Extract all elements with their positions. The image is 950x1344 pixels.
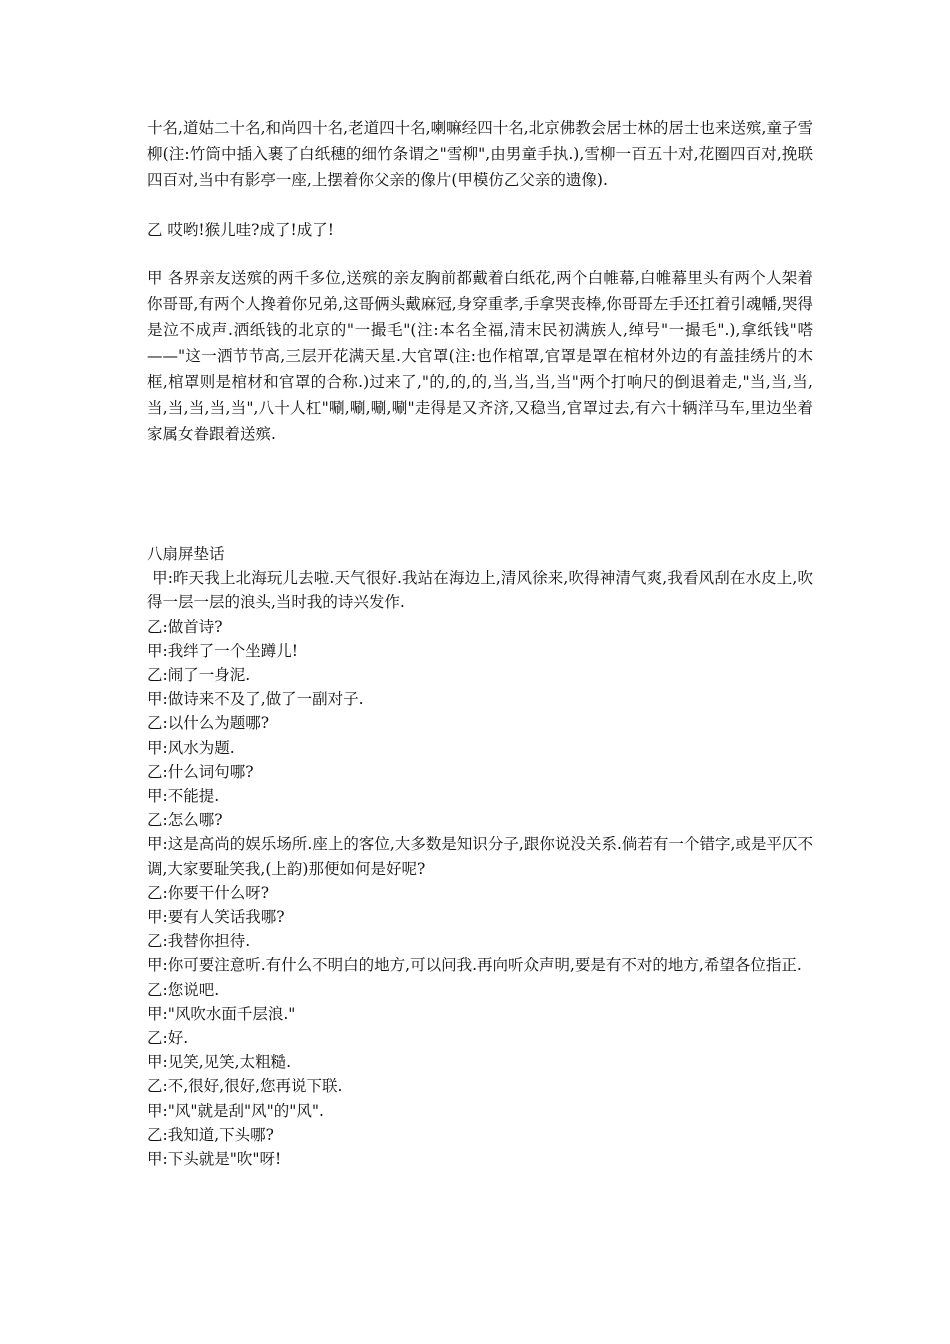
dialog-line: 甲:我绊了一个坐蹲儿! (147, 641, 298, 660)
dialog-line: 乙:我知道,下头哪? (147, 1125, 274, 1144)
section-title: 八扇屏垫话 (147, 545, 225, 563)
dialog-line: 甲:见笑,见笑,太粗糙. (147, 1053, 292, 1072)
paragraph-funeral-procession: 十名,道姑二十名,和尚四十名,老道四十名,喇嘛经四十名,北京佛教会居士林的居士也来送殡,童子雪柳(注:竹筒中插入裹了白纸穗的细竹条谓之"雪柳",由男童手执.),雪柳一百五十对,花圈四百对,挽联四百对,当中有影亭一座,上摆着你父亲的像片(甲模仿乙父亲的遗像). (147, 119, 813, 189)
dialog-line: 乙:怎么哪? (147, 811, 223, 830)
dialog-line: 乙:不,很好,很好,您再说下联. (147, 1077, 343, 1096)
dialog-line: 甲:"风"就是刮"风"的"风". (147, 1101, 324, 1120)
paragraph-yi-exclaim: 乙 哎哟!猴儿哇?成了!成了! (147, 221, 334, 239)
dialog-line: 甲:做诗来不及了,做了一副对子. (147, 690, 364, 709)
dialog-line: 甲:"风吹水面千层浪." (147, 1004, 296, 1023)
dialog-line: 甲:昨天我上北海玩儿去啦.天气很好.我站在海边上,清风徐来,吹得神清气爽,我看风刮在水皮上,吹得一层一层的浪头,当时我的诗兴发作. (147, 569, 813, 612)
dialog-line: 甲:这是高尚的娱乐场所.座上的客位,大多数是知识分子,跟你说没关系.倘若有一个错字,或是平仄不调,大家要耻笑我,(上韵)那便如何是好呢? (147, 835, 813, 878)
dialog-line: 乙:您说吧. (147, 980, 220, 999)
dialog-line: 甲:不能提. (147, 787, 220, 806)
dialog-line: 乙:闹了一身泥. (147, 666, 251, 685)
dialog-line: 甲:风水为题. (147, 738, 235, 757)
dialog-line: 乙:做首诗? (147, 617, 223, 636)
dialog-line: 甲:你可要注意听.有什么不明白的地方,可以问我.再向听众声明,要是有不对的地方,希望各位指正. (147, 956, 802, 975)
dialog-line: 甲:下头就是"吹"呀! (147, 1150, 282, 1169)
dialog-line: 乙:什么词句哪? (147, 762, 254, 781)
dialog-line: 甲:要有人笑话我哪? (147, 908, 285, 927)
dialog-line: 乙:好. (147, 1029, 189, 1048)
paragraph-jia-description: 甲 各界亲友送殡的两千多位,送殡的亲友胸前都戴着白纸花,两个白帷幕,白帷幕里头有两个人架着你哥哥,有两个人搀着你兄弟,这哥俩头戴麻冠,身穿重孝,手拿哭丧棒,你哥哥左手还扛着引魂幡,哭得是泣不成声.洒纸钱的北京的"一撮毛"(注:本名全福,清末民初满族人,绰号"一撮毛".),拿纸钱"嗒——"这一洒节节高,三层开花满天星.大官罩(注:也作棺罩,官罩是罩在棺材外边的有盖挂绣片的木框,棺罩则是棺材和官罩的合称.)过来了,"的,的,的,当,当,当,当"两个打响尺的倒退着走,"当,当,当,当,当,当,当,当",八十人杠"唰,唰,唰,唰"走得是又齐济,又稳当,官罩过去,有六十辆洋马车,里边坐着家属女眷跟着送殡. (147, 269, 813, 443)
dialog-line: 乙:我替你担待. (147, 932, 251, 951)
dialog-line: 乙:你要干什么呀? (147, 883, 270, 902)
dialog-line: 乙:以什么为题哪? (147, 714, 270, 733)
dialog-section (147, 542, 813, 1171)
